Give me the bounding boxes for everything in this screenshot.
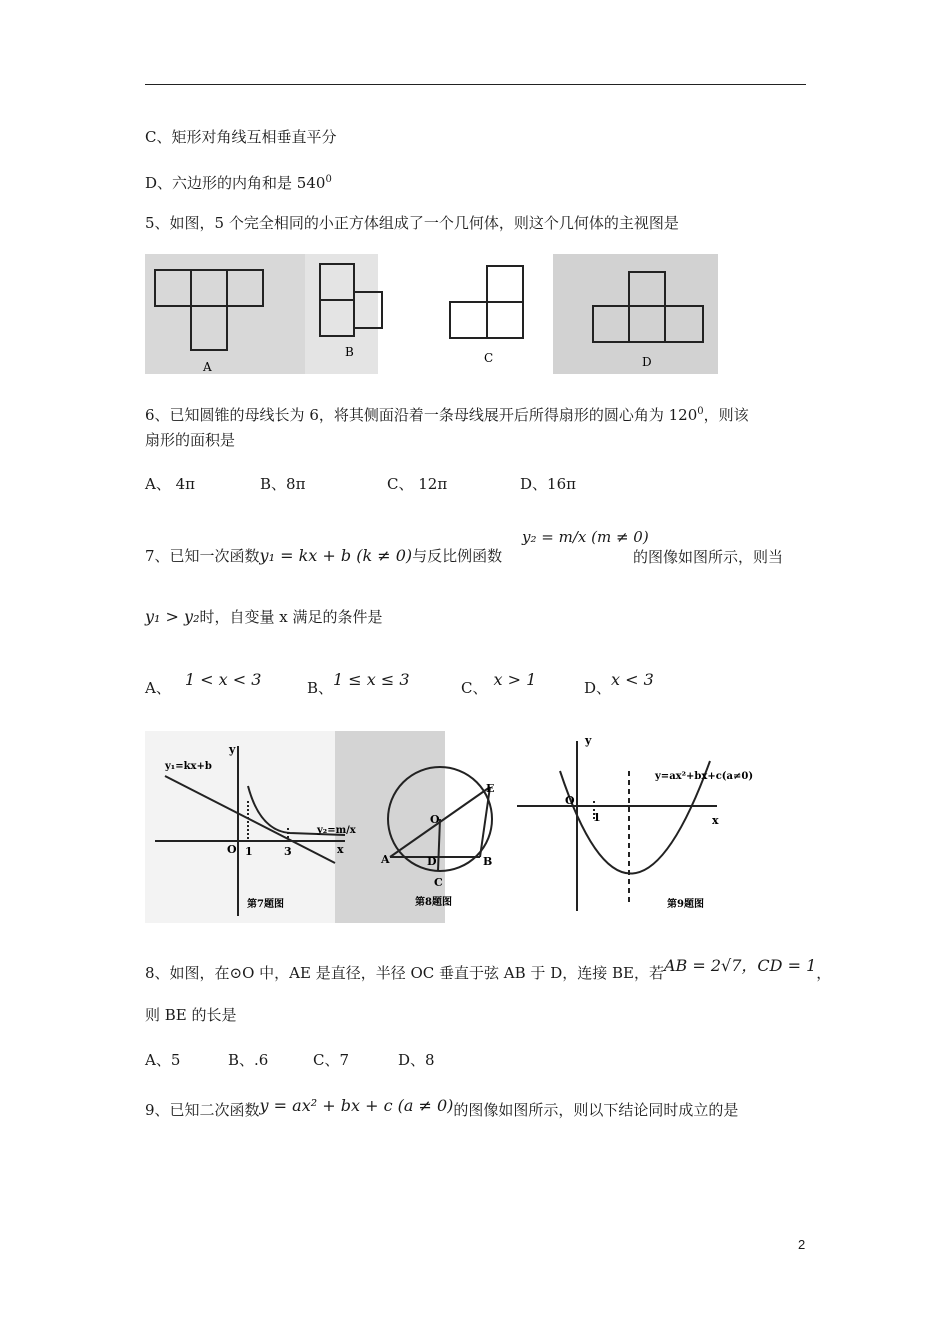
q8-option-c: C、7 xyxy=(313,1051,350,1069)
question-8-line2: 则 BE 的长是 xyxy=(145,1006,237,1024)
q6-option-a: A、 4π xyxy=(145,475,196,493)
fig7-curve-label: y₂=m/x xyxy=(317,825,356,836)
q6-option-b: B、8π xyxy=(260,475,306,493)
fig5-label-d: D xyxy=(642,355,652,369)
q7-linear-formula: y₁ = kx + b (k ≠ 0) xyxy=(259,546,413,565)
q7-option-b: B、1 ≤ x ≤ 3 xyxy=(307,670,410,697)
question-7-line1-end: 的图像如图所示，则当 xyxy=(633,548,784,566)
question-5: 5、如图，5 个完全相同的小正方体组成了一个几何体，则这个几何体的主视图是 xyxy=(145,214,679,232)
question-7-line1: 7、已知一次函数y₁ = kx + b (k ≠ 0)与反比例函数 xyxy=(145,546,503,565)
q9-quadratic-formula: y = ax² + bx + c (a ≠ 0) xyxy=(259,1096,454,1115)
fig8-point-b: B xyxy=(483,855,493,868)
fig8-point-c: C xyxy=(434,876,443,889)
fig9-origin: O xyxy=(565,794,575,807)
q6-option-d: D、16π xyxy=(520,475,576,493)
fig5-label-b: B xyxy=(345,345,354,359)
fig9-y-label: y xyxy=(585,734,592,747)
fig5-label-c: C xyxy=(484,351,494,365)
question-8-line1: 8、如图，在⊙O 中，AE 是直径，半径 OC 垂直于弦 AB 于 D，连接 BE，若AB = 2√7，CD = 1， xyxy=(145,956,832,982)
page-number: 2 xyxy=(798,1237,806,1252)
q7-option-c: C、 x > 1 xyxy=(461,670,537,697)
q8-option-a: A、5 xyxy=(145,1051,181,1069)
figure-q5-views xyxy=(145,254,718,374)
fig8-caption: 第8题图 xyxy=(415,897,452,908)
fig8-point-d: D xyxy=(427,855,437,868)
fig7-x-label: x xyxy=(337,843,344,856)
option-c-line: C、矩形对角线互相垂直平分 xyxy=(145,128,337,146)
option-d-line: D、六边形的内角和是 $540^0$ xyxy=(145,174,332,192)
fig9-function-label: y=ax²+bx+c(a≠0) xyxy=(655,771,754,782)
question-7-line2: y₁ > y₂时，自变量 x 满足的条件是 xyxy=(145,607,383,626)
fig9-x-label: x xyxy=(712,814,719,827)
header-rule xyxy=(145,84,806,85)
q6-option-c: C、 12π xyxy=(387,475,448,493)
fig9-tick-1: 1 xyxy=(593,811,601,824)
q8-condition-formula: AB = 2√7，CD = 1 xyxy=(663,956,817,975)
fig9-caption: 第9题图 xyxy=(667,899,704,910)
q8-option-b: B、.6 xyxy=(228,1051,269,1069)
fig8-point-e: E xyxy=(486,782,495,795)
fig8-point-a: A xyxy=(381,853,390,866)
question-6-line2: 扇形的面积是 xyxy=(145,431,236,449)
fig7-y-label: y xyxy=(229,743,236,756)
q7-inverse-formula: y₂ = m/x (m ≠ 0) xyxy=(522,528,649,546)
fig8-point-o: O xyxy=(430,813,440,826)
question-9: 9、已知二次函数y = ax² + bx + c (a ≠ 0)的图像如图所示，则以下结论同时成立的是 xyxy=(145,1096,739,1119)
fig7-caption: 第7题图 xyxy=(247,899,284,910)
q7-option-d: D、x < 3 xyxy=(584,670,654,697)
fig7-line-label: y₁=kx+b xyxy=(165,761,212,772)
fig5-label-a: A xyxy=(203,360,212,374)
question-6-line1: 6、已知圆锥的母线长为 6，将其侧面沿着一条母线展开后所得扇形的圆心角为 $120^0$，则该 xyxy=(145,406,749,424)
fig7-tick-3: 3 xyxy=(284,845,292,858)
figure-q7-q8-q9 xyxy=(145,731,810,923)
fig7-origin: O xyxy=(227,843,237,856)
q7-option-a: A、 1 < x < 3 xyxy=(145,670,262,697)
fig7-tick-1: 1 xyxy=(245,845,253,858)
q8-option-d: D、8 xyxy=(398,1051,435,1069)
